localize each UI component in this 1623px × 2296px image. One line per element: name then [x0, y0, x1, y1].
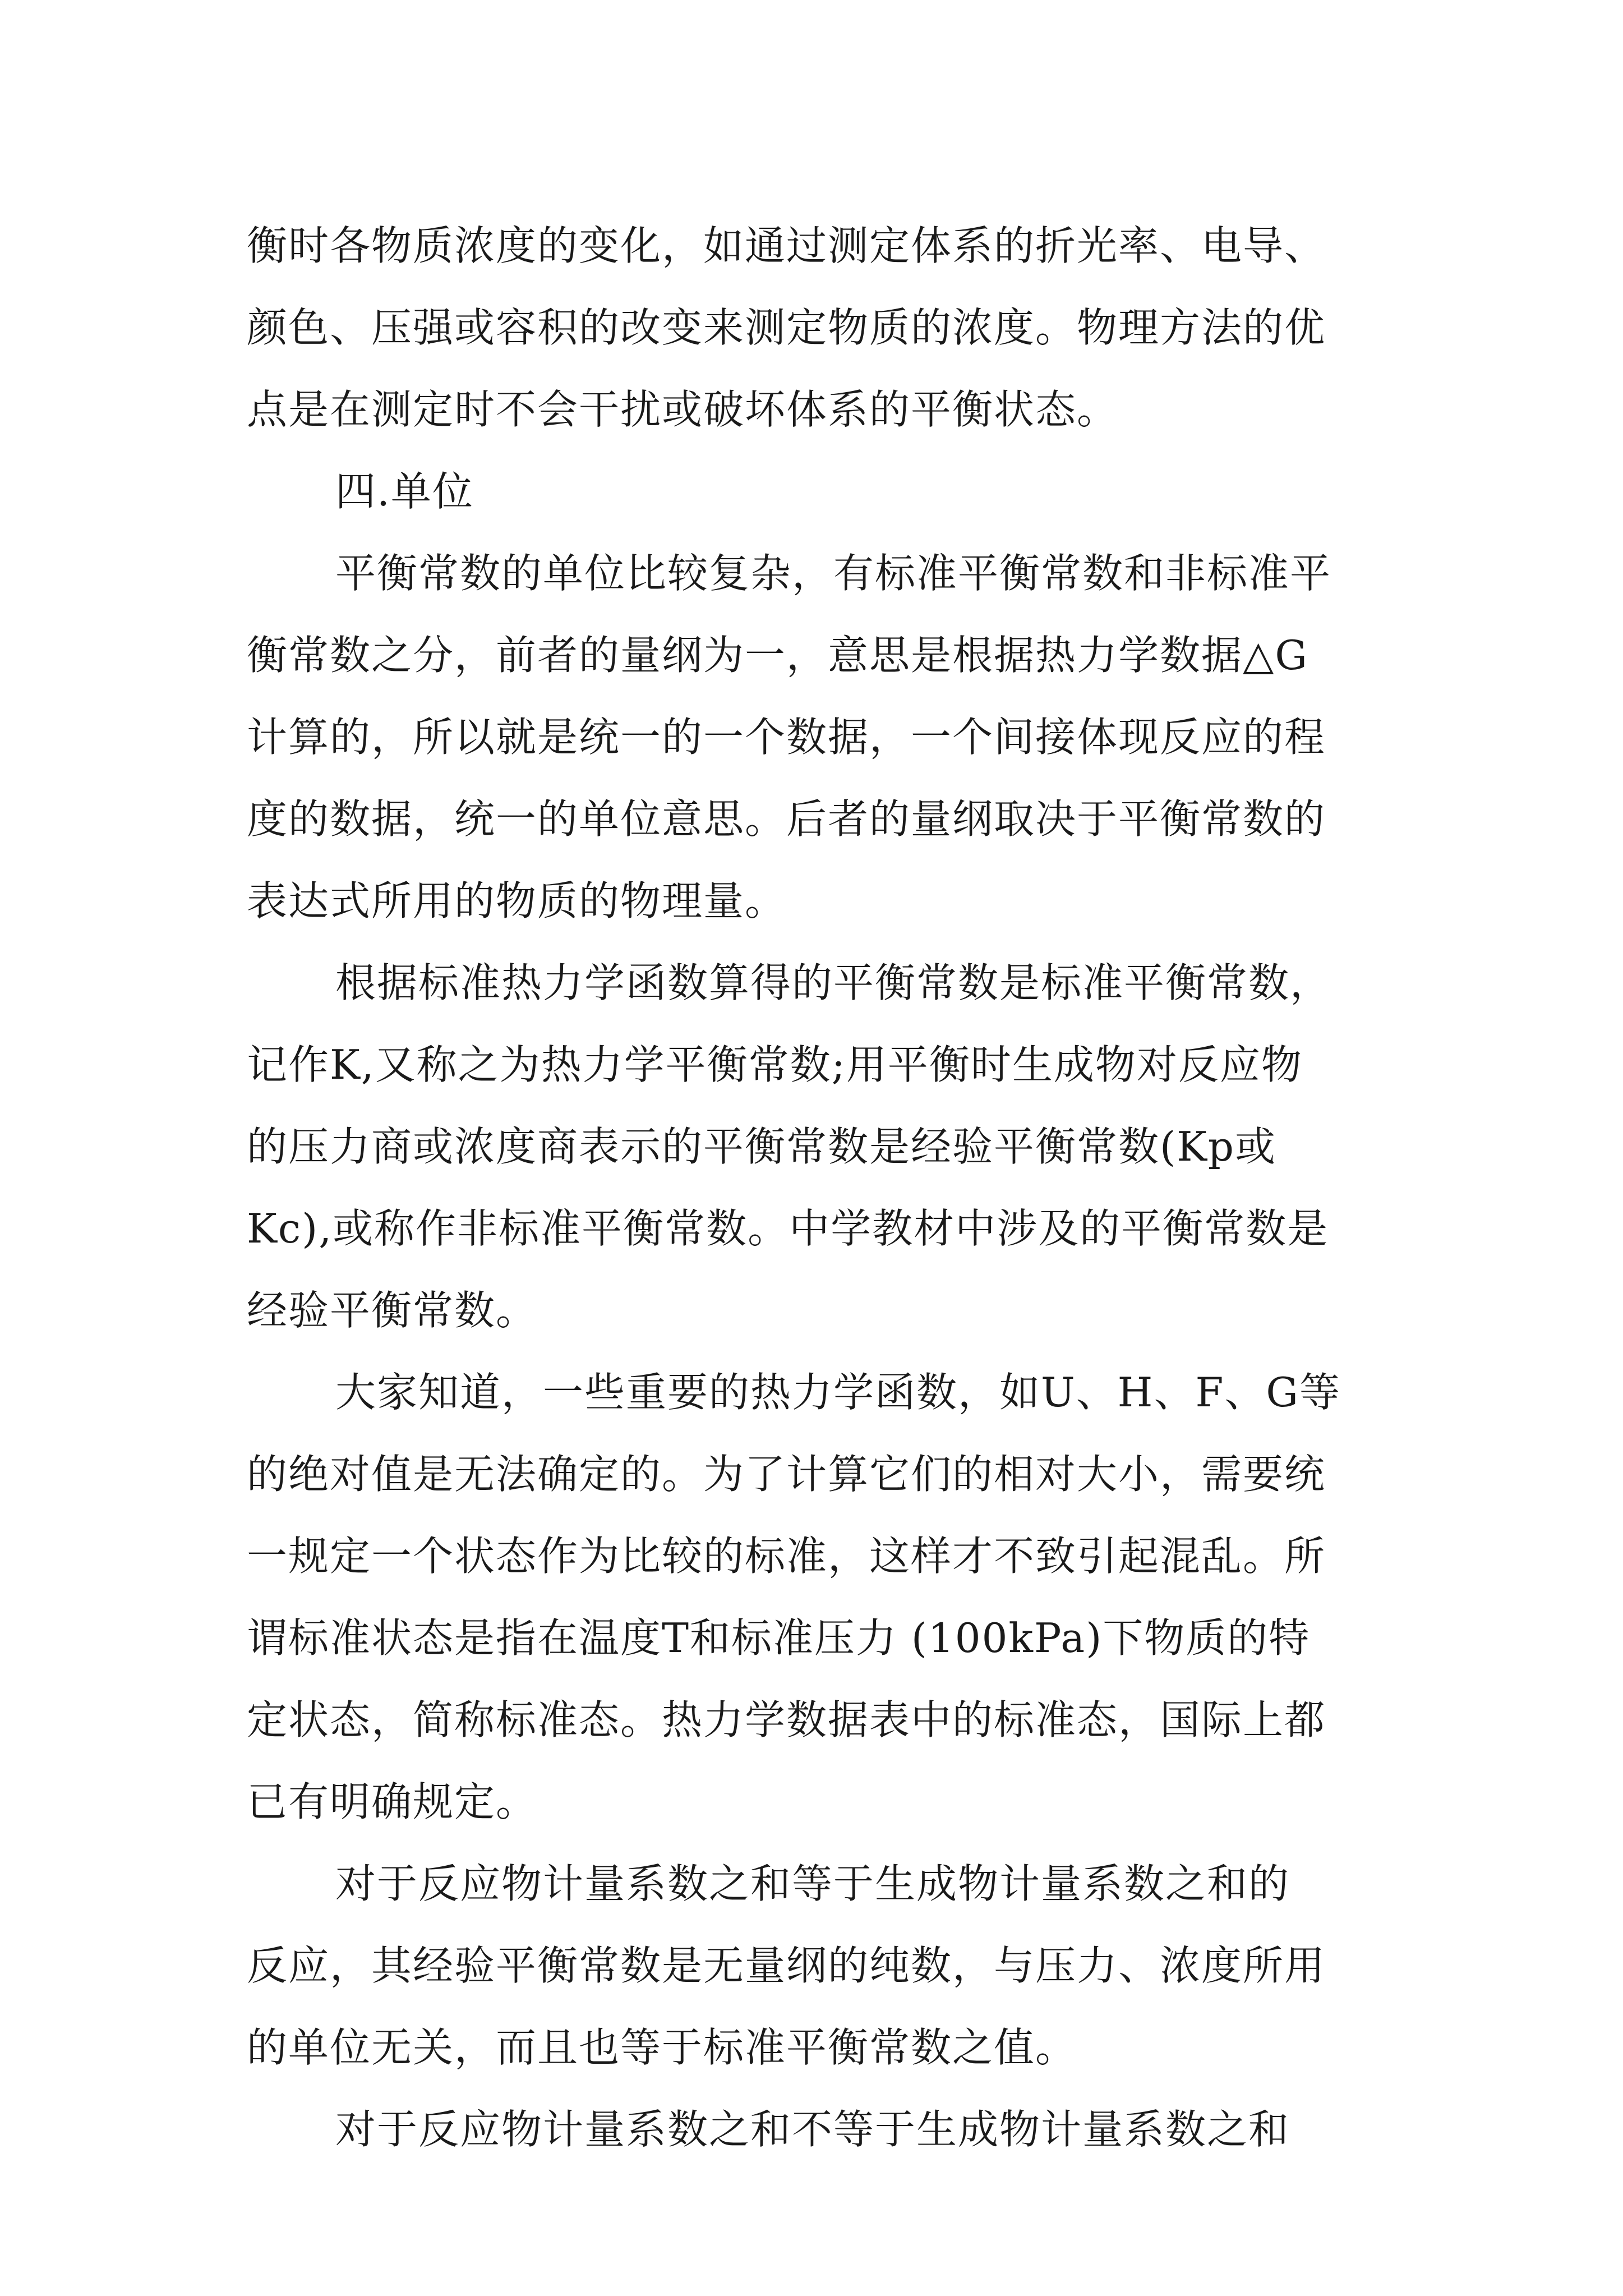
text-line: 的绝对值是无法确定的。为了计算它们的相对大小，需要统	[247, 1451, 1326, 1498]
text-line: 一规定一个状态作为比较的标准，这样才不致引起混乱。所	[247, 1533, 1326, 1580]
text-line: 点是在测定时不会干扰或破坏体系的平衡状态。	[247, 386, 1119, 433]
text-line: 平衡常数的单位比较复杂，有标准平衡常数和非标准平	[335, 550, 1332, 597]
text-line: 的压力商或浓度商表示的平衡常数是经验平衡常数(Kp或	[247, 1123, 1276, 1170]
text-line: 的单位无关，而且也等于标准平衡常数之值。	[247, 2024, 1077, 2071]
text-line: 定状态，简称标准态。热力学数据表中的标准态，国际上都	[247, 1696, 1326, 1743]
text-line: 反应，其经验平衡常数是无量纲的纯数，与压力、浓度所用	[247, 1942, 1326, 1989]
text-line: 谓标准状态是指在温度T和标准压力 (100kPa)下物质的特	[247, 1614, 1311, 1662]
text-line: 衡时各物质浓度的变化，如通过测定体系的折光率、电导、	[247, 222, 1326, 269]
text-line: 计算的，所以就是统一的一个数据，一个间接体现反应的程	[247, 714, 1326, 761]
text-line: 颜色、压强或容积的改变来测定物质的浓度。物理方法的优	[247, 304, 1326, 351]
text-line: 大家知道，一些重要的热力学函数，如U、H、F、G等	[335, 1369, 1341, 1416]
text-line: 度的数据，统一的单位意思。后者的量纲取决于平衡常数的	[247, 795, 1326, 843]
text-line: 对于反应物计量系数之和不等于生成物计量系数之和	[335, 2106, 1290, 2153]
text-line: Kc),或称作非标准平衡常数。中学教材中涉及的平衡常数是	[247, 1205, 1329, 1252]
section-heading: 四.单位	[335, 468, 474, 515]
text-line: 记作K,又称之为热力学平衡常数;用平衡时生成物对反应物	[247, 1041, 1303, 1088]
text-line: 经验平衡常数。	[247, 1287, 538, 1334]
text-line: 表达式所用的物质的物理量。	[247, 877, 787, 924]
text-line: 根据标准热力学函数算得的平衡常数是标准平衡常数，	[335, 959, 1332, 1006]
text-line: 对于反应物计量系数之和等于生成物计量系数之和的	[335, 1860, 1290, 1907]
text-line: 已有明确规定。	[247, 1778, 538, 1825]
text-line: 衡常数之分，前者的量纲为一，意思是根据热力学数据△G	[247, 632, 1308, 679]
